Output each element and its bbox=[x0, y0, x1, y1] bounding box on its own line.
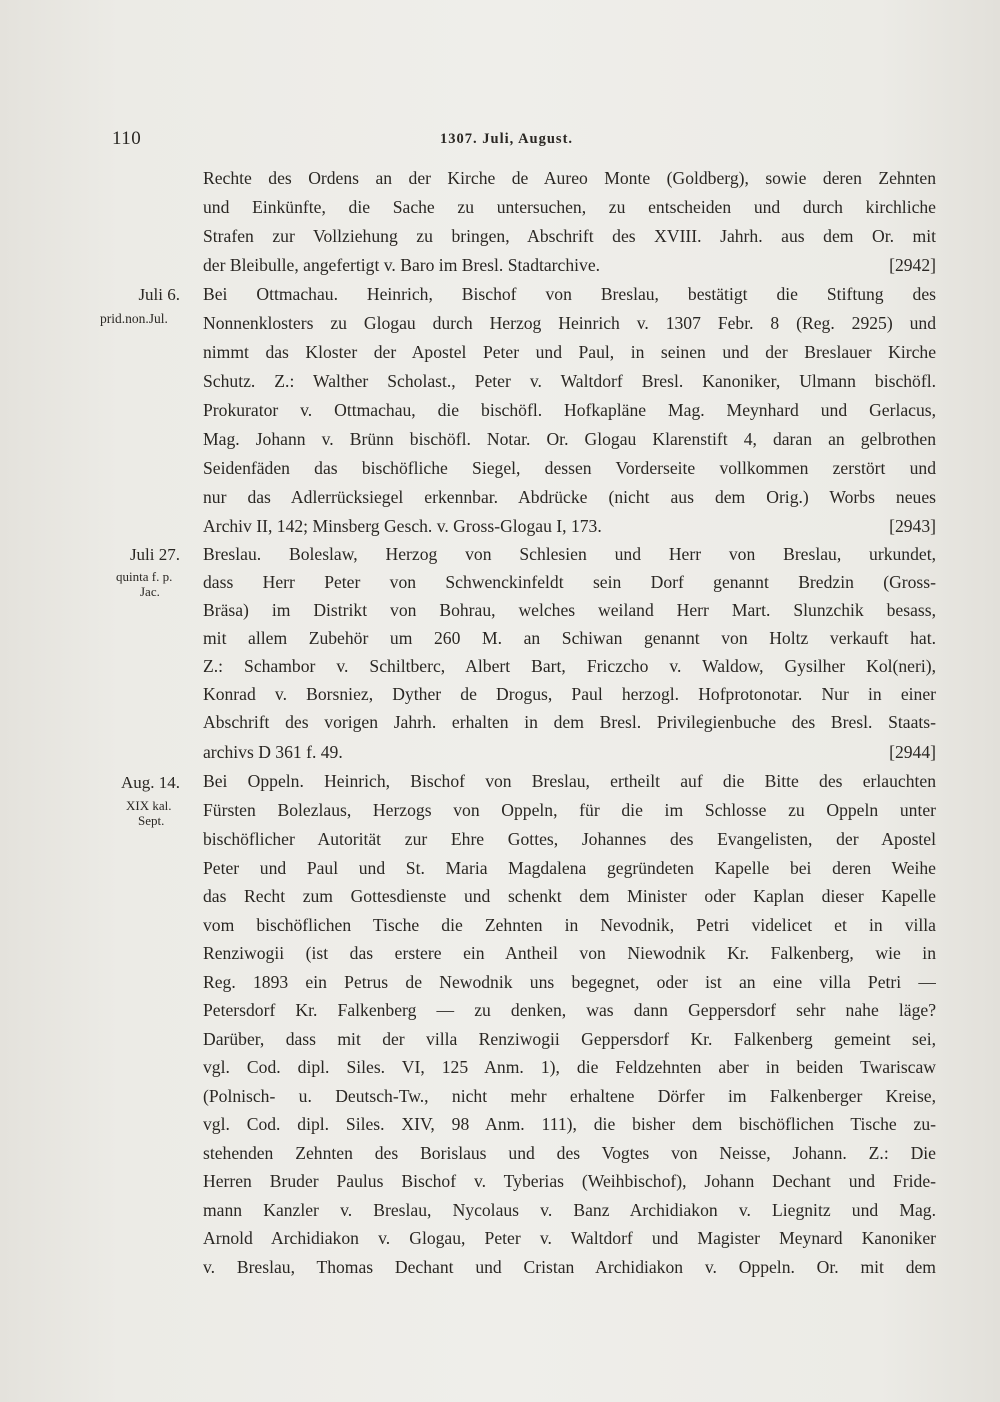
text-line: Arnold Archidiakon v. Glogau, Peter v. Waltdorf und Magister Meynard Kanoniker bbox=[203, 1228, 936, 1248]
margin-date-juli-6: Juli 6. bbox=[138, 285, 180, 304]
text-line: dass Herr Peter von Schwenckinfeldt sein Dorf genannt Bredzin (Gross- bbox=[203, 572, 936, 592]
text-line: Nonnenklosters zu Glogau durch Herzog Heinrich v. 1307 Febr. 8 (Reg. 2925) und bbox=[203, 313, 936, 333]
margin-roman-date-3b: Sept. bbox=[138, 813, 165, 828]
text-line: v. Breslau, Thomas Dechant und Cristan Archidiakon v. Oppeln. Or. mit dem bbox=[203, 1257, 936, 1277]
document-number: [2943] bbox=[889, 516, 936, 536]
text-line: Konrad v. Borsniez, Dyther de Drogus, Paul herzogl. Hofprotonotar. Nur in einer bbox=[203, 684, 936, 704]
text-line: Mag. Johann v. Brünn bischöfl. Notar. Or. Glogau Klarenstift 4, daran an gelbrothen bbox=[203, 429, 936, 449]
text-line: vgl. Cod. dipl. Siles. VI, 125 Anm. 1), die Feldzehnten aber in beiden Twariscaw bbox=[203, 1057, 936, 1077]
text-line: stehenden Zehnten des Borislaus und des Vogtes von Neisse, Johann. Z.: Die bbox=[203, 1143, 936, 1163]
margin-date-juli-27: Juli 27. bbox=[129, 545, 180, 564]
text-line: Reg. 1893 ein Petrus de Newodnik uns begegnet, oder ist an eine villa Petri — bbox=[203, 972, 936, 992]
margin-roman-date-2a: quinta f. p. bbox=[116, 569, 173, 584]
text-line: Seidenfäden das bischöfliche Siegel, dessen Vorderseite vollkommen zerstört und bbox=[203, 458, 936, 478]
text-line: mit allem Zubehör um 260 M. an Schiwan genannt von Holtz verkauft hat. bbox=[203, 628, 936, 648]
text-line: Abschrift des vorigen Jahrh. erhalten in dem Bresl. Privilegienbuche des Bresl. Staats- bbox=[203, 712, 936, 732]
text-line: und Einkünfte, die Sache zu untersuchen, zu entscheiden und durch kirchliche bbox=[203, 197, 936, 217]
text-line: nimmt das Kloster der Apostel Peter und Paul, in seinen und der Breslauer Kirche bbox=[203, 342, 936, 362]
text-line: (Polnisch- u. Deutsch-Tw., nicht mehr erhaltene Dörfer im Falkenberger Kreise, bbox=[203, 1086, 936, 1106]
text-line: Herren Bruder Paulus Bischof v. Tyberias (Weihbischof), Johann Dechant und Fride- bbox=[203, 1171, 936, 1191]
text-line-content: archivs D 361 f. 49. bbox=[203, 742, 343, 762]
text-line: Fürsten Bolezlaus, Herzogs von Oppeln, für die im Schlosse zu Oppeln unter bbox=[203, 800, 936, 820]
text-line: Bei Ottmachau. Heinrich, Bischof von Breslau, bestätigt die Stiftung des bbox=[203, 284, 936, 304]
text-line: mann Kanzler v. Breslau, Nycolaus v. Banz Archidiakon v. Liegnitz und Mag. bbox=[203, 1200, 936, 1220]
text-line: das Recht zum Gottesdienste und schenkt dem Minister oder Kaplan dieser Kapelle bbox=[203, 886, 936, 906]
text-line bbox=[203, 251, 936, 280]
text-line-content: der Bleibulle, angefertigt v. Baro im Bresl. Stadtarchive. bbox=[203, 255, 601, 275]
margin-roman-date-2b: Jac. bbox=[140, 584, 160, 599]
margin-roman-date-1: prid.non.Jul. bbox=[100, 311, 168, 326]
text-line: Petersdorf Kr. Falkenberg — zu denken, was dann Geppersdorf sehr nahe läge? bbox=[203, 1000, 936, 1020]
text-line: vom bischöflichen Tische die Zehnten in Nevodnik, Petri videlicet et in villa bbox=[203, 915, 936, 935]
text-line: Bei Oppeln. Heinrich, Bischof von Breslau, ertheilt auf die Bitte des erlauchten bbox=[203, 771, 936, 791]
margin-date-aug-14: Aug. 14. bbox=[120, 773, 180, 792]
text-line: Breslau. Boleslaw, Herzog von Schlesien und Herr von Breslau, urkundet, bbox=[203, 544, 936, 564]
text-line-content: Archiv II, 142; Minsberg Gesch. v. Gross-Glogau I, 173. bbox=[203, 516, 602, 536]
text-line: Strafen zur Vollziehung zu bringen, Abschrift des XVIII. Jahrh. aus dem Or. mit bbox=[203, 226, 936, 246]
running-head: 1307. Juli, August. bbox=[440, 131, 574, 147]
text-line: Prokurator v. Ottmachau, die bischöfl. Hofkapläne Mag. Meynhard und Gerlacus, bbox=[203, 400, 936, 420]
text-line: Rechte des Ordens an der Kirche de Aureo Monte (Goldberg), sowie deren Zehnten bbox=[203, 168, 936, 188]
text-line: vgl. Cod. dipl. Siles. XIV, 98 Anm. 111), die bisher dem bischöflichen Tische zu- bbox=[203, 1114, 936, 1134]
page-number: 110 bbox=[112, 128, 142, 149]
text-line: Darüber, dass mit der villa Renziwogii Geppersdorf Kr. Falkenberg gemeint sei, bbox=[203, 1029, 936, 1049]
text-line: bischöflicher Autorität zur Ehre Gottes, Johannes des Evangelisten, der Apostel bbox=[203, 829, 936, 849]
text-line bbox=[203, 738, 936, 767]
text-line: Peter und Paul und St. Maria Magdalena gegründeten Kapelle bei deren Weihe bbox=[203, 858, 936, 878]
text-line: Bräsa) im Distrikt von Bohrau, welches weiland Herr Mart. Slunzchik besass, bbox=[203, 600, 936, 620]
margin-roman-date-3a: XIX kal. bbox=[126, 798, 172, 813]
text-line: Z.: Schambor v. Schiltberc, Albert Bart, Friczcho v. Waldow, Gysilher Kol(neri), bbox=[203, 656, 936, 676]
document-number: [2944] bbox=[889, 742, 936, 762]
document-number: [2942] bbox=[889, 255, 936, 275]
text-line: Renziwogii (ist das erstere ein Antheil von Niewodnik Kr. Falkenberg, wie in bbox=[203, 943, 936, 963]
text-line bbox=[203, 512, 936, 541]
text-line: Schutz. Z.: Walther Scholast., Peter v. Waltdorf Bresl. Kanoniker, Ulmann bischöfl. bbox=[203, 371, 936, 391]
text-line: nur das Adlerrücksiegel erkennbar. Abdrücke (nicht aus dem Orig.) Worbs neues bbox=[203, 487, 936, 507]
